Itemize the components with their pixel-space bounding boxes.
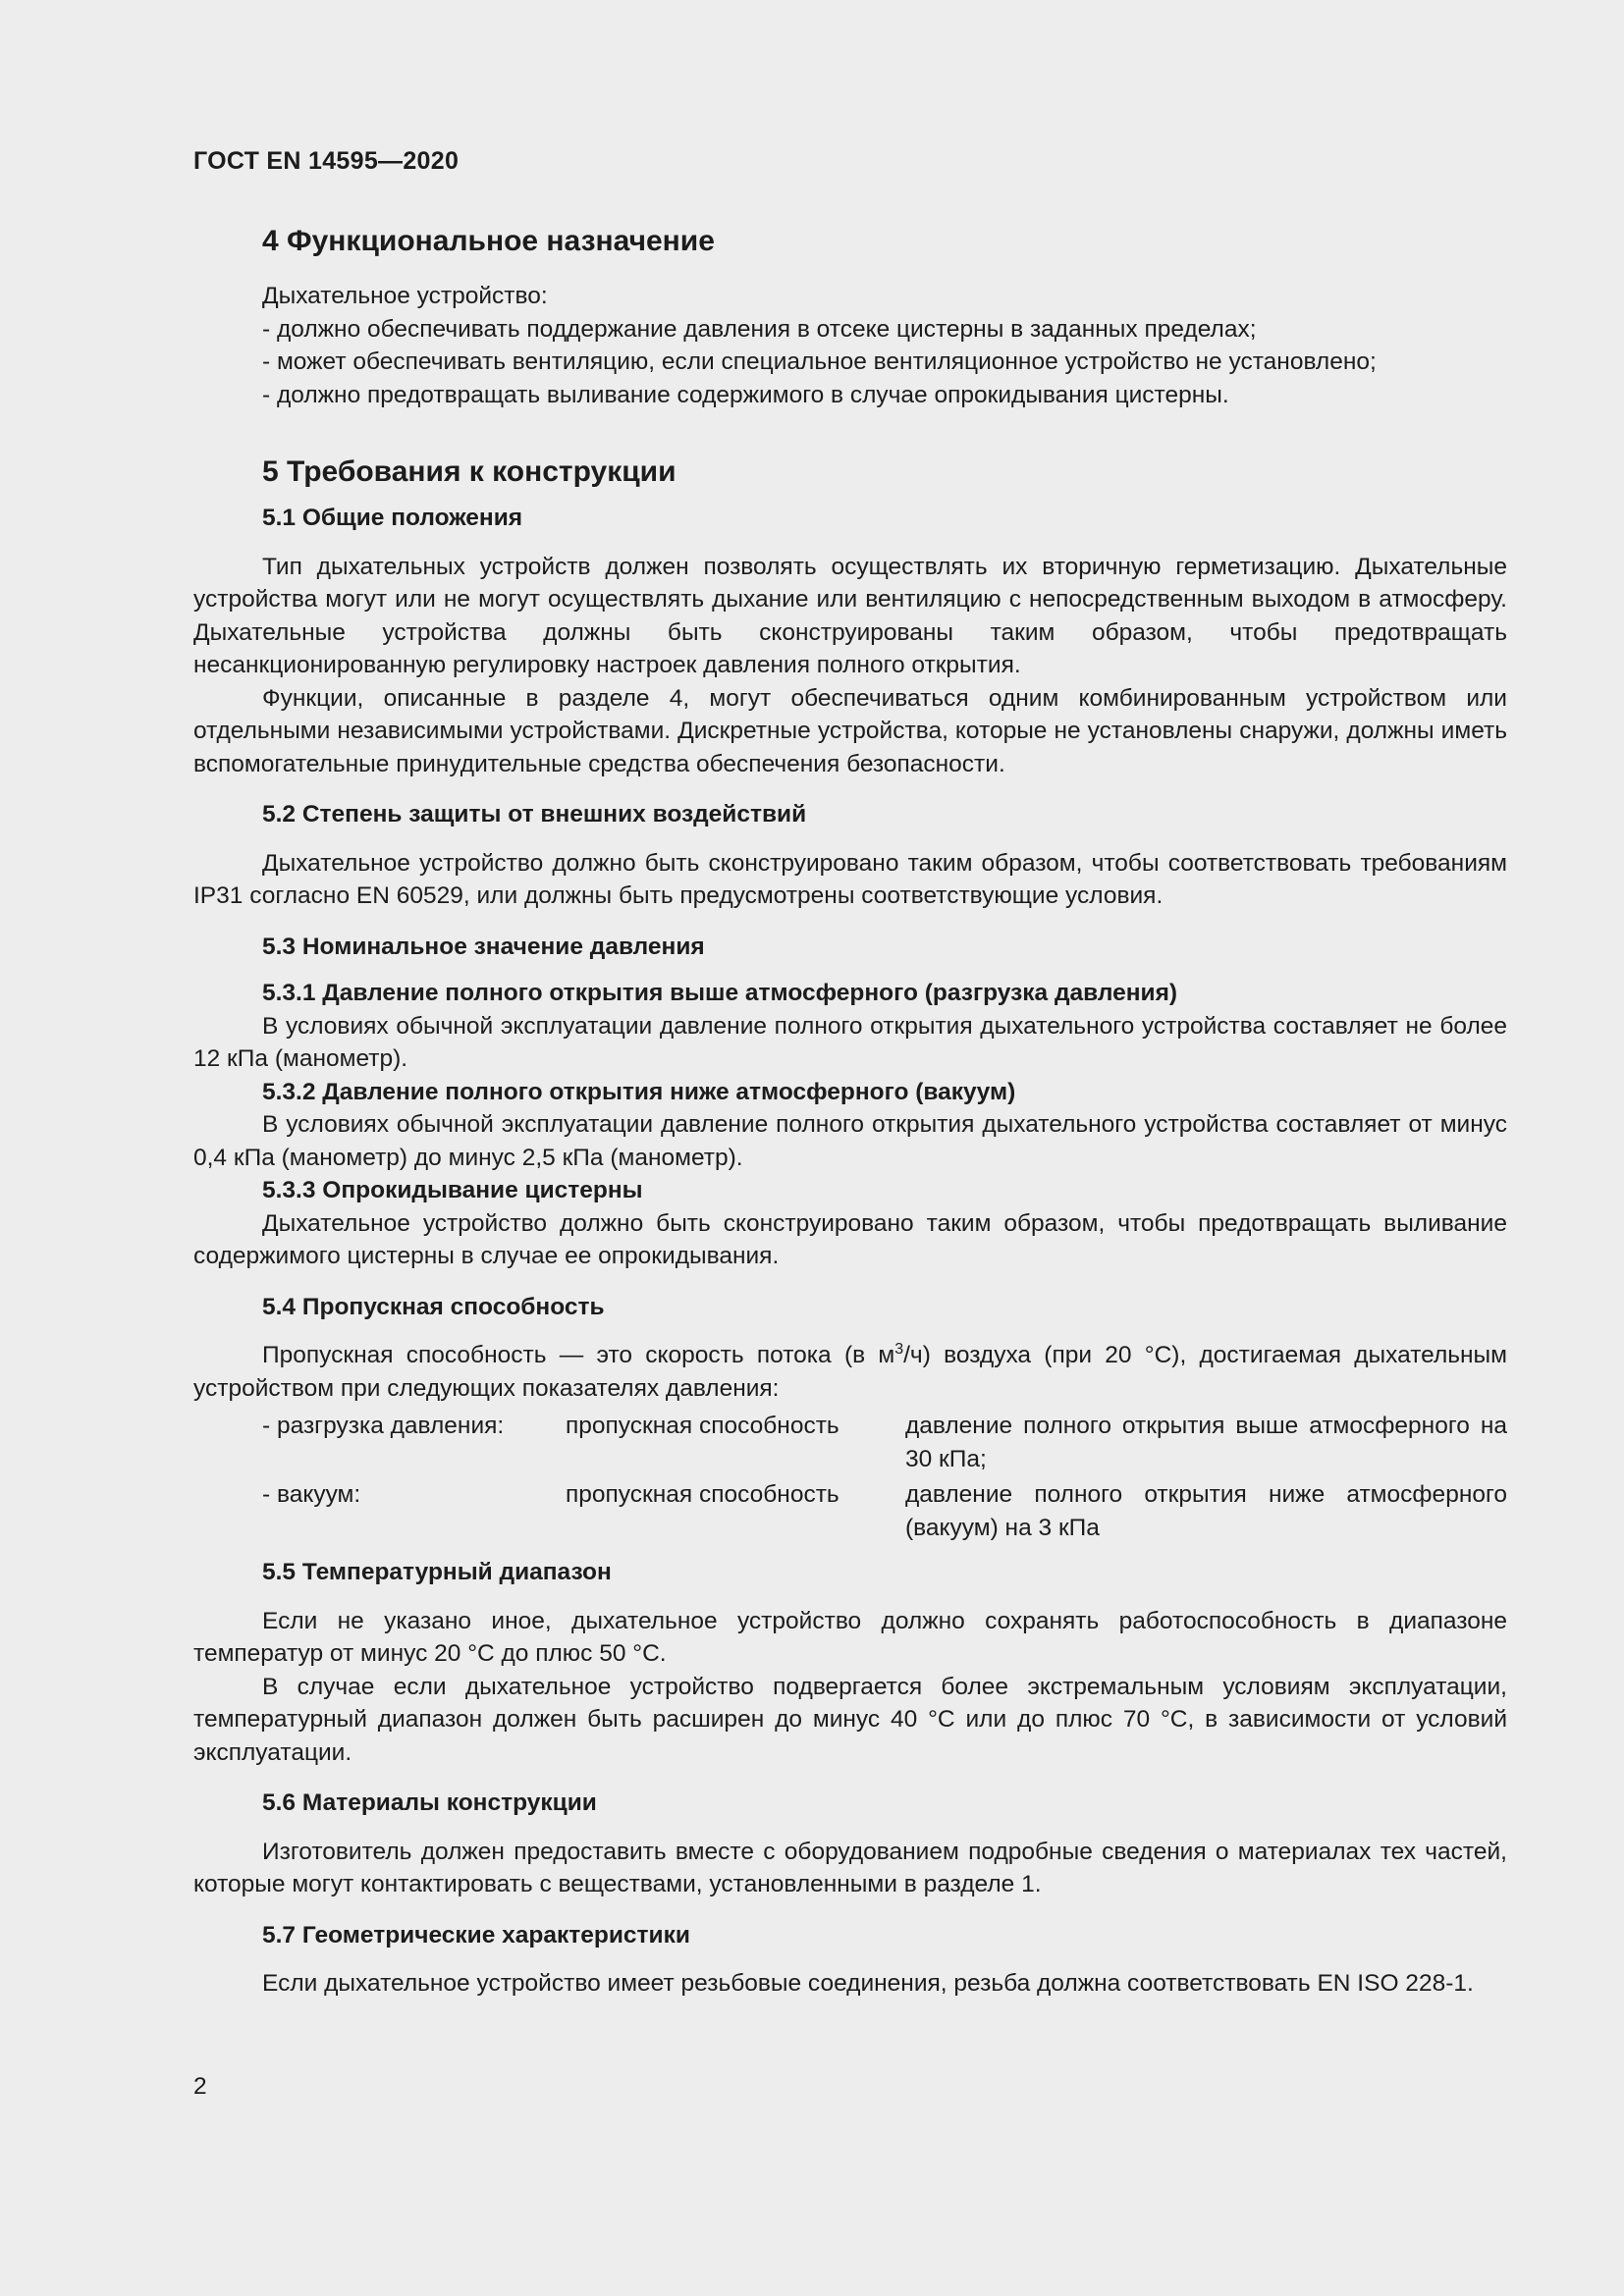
- paragraph: В условиях обычной эксплуатации давление полного открытия дыхательного устройства составляет от минус 0,4 кПа (манометр) до минус 2,5 кПа (манометр).: [193, 1111, 1507, 1171]
- table-cell-param: пропускная способность: [566, 1481, 839, 1508]
- page-number: 2: [193, 2073, 207, 2100]
- table-row: [262, 1478, 1507, 1544]
- list-item: - может обеспечивать вентиляцию, если специальное вентиляционное устройство не установлено;: [262, 348, 1377, 375]
- table-cell-mode: - вакуум:: [262, 1481, 361, 1508]
- paragraph: Дыхательное устройство должно быть сконструировано таким образом, чтобы предотвращать выливание содержимого цистерны в случае ее опрокидывания.: [193, 1209, 1507, 1269]
- paragraph: Функции, описанные в разделе 4, могут обеспечиваться одним комбинированным устройством или отдельными независимыми устройствами. Дискретные устройства, которые не установлены снаружи, должны иметь вспомогательные принудительные средства обеспечения безопасности.: [193, 684, 1507, 777]
- paragraph: В условиях обычной эксплуатации давление полного открытия дыхательного устройства составляет не более 12 кПа (манометр).: [193, 1012, 1507, 1072]
- section-5-6-heading: 5.6 Материалы конструкции: [262, 1789, 597, 1816]
- paragraph: Изготовитель должен предоставить вместе с оборудованием подробные сведения о материалах тех частей, которые могут контактировать с веществами, установленными в разделе 1.: [193, 1838, 1507, 1897]
- section-5-1-heading: 5.1 Общие положения: [262, 505, 523, 531]
- section-5-3-3-heading: 5.3.3 Опрокидывание цистерны: [262, 1177, 643, 1203]
- table-row: [262, 1410, 1507, 1475]
- document-id-header: ГОСТ EN 14595—2020: [193, 147, 460, 175]
- list-item: - должно предотвращать выливание содержимого в случае опрокидывания цистерны.: [262, 381, 1229, 408]
- paragraph: Если дыхательное устройство имеет резьбовые соединения, резьба должна соответствовать EN ISO 228-1.: [262, 1970, 1474, 1997]
- section-5-heading: 5 Требования к конструкции: [262, 455, 677, 488]
- table-cell-mode: - разгрузка давления:: [262, 1413, 505, 1439]
- paragraph: Дыхательное устройство должно быть сконструировано таким образом, чтобы соответствовать требованиям IP31 согласно EN 60529, или должны быть предусмотрены соответствующие условия.: [193, 849, 1507, 909]
- section-5-7-heading: 5.7 Геометрические характеристики: [262, 1921, 690, 1949]
- section-5-4-heading: 5.4 Пропускная способность: [262, 1293, 605, 1320]
- text-run: Пропускная способность — это скорость потока (в м: [262, 1342, 895, 1368]
- text-run: /ч) воздуха (при 20 °С), достигаемая дыхательным устройством при следующих показателях давления:: [193, 1342, 1507, 1402]
- section-5-3-1-heading: 5.3.1 Давление полного открытия выше атмосферного (разгрузка давления): [262, 980, 1178, 1006]
- paragraph: Тип дыхательных устройств должен позволять осуществлять их вторичную герметизацию. Дыхательные устройства могут или не могут осуществлять дыхание или вентиляцию с непосредственным выходом в атмосферу. Дыхательные устройства должны быть сконструированы таким образом, чтобы предотвращать несанкционированную регулировку настроек давления полного открытия.: [193, 553, 1507, 678]
- table-cell-param: пропускная способность: [566, 1413, 839, 1439]
- section-5-3-heading: 5.3 Номинальное значение давления: [262, 933, 705, 960]
- document-body: [193, 222, 1507, 2001]
- superscript: 3: [894, 1341, 904, 1358]
- list-item: - должно обеспечивать поддержание давления в отсеке цистерны в заданных пределах;: [262, 315, 1257, 343]
- section-5-2-heading: 5.2 Степень защиты от внешних воздействий: [262, 801, 807, 828]
- section-5-3-2-heading: 5.3.2 Давление полного открытия ниже атмосферного (вакуум): [262, 1078, 1016, 1105]
- capacity-table: [262, 1410, 1507, 1544]
- paragraph: Если не указано иное, дыхательное устройство должно сохранять работоспособность в диапазоне температур от минус 20 °С до плюс 50 °С.: [193, 1607, 1507, 1667]
- section-4-heading: 4 Функциональное назначение: [262, 225, 715, 257]
- table-cell-condition: давление полного открытия выше атмосферного на 30 кПа;: [905, 1413, 1507, 1472]
- table-cell-condition: давление полного открытия ниже атмосферного (вакуум) на 3 кПа: [905, 1481, 1507, 1541]
- section-5-5-heading: 5.5 Температурный диапазон: [262, 1559, 612, 1585]
- paragraph: [193, 1339, 1507, 1405]
- paragraph: В случае если дыхательное устройство подвергается более экстремальным условиям эксплуатации, температурный диапазон должен быть расширен до минус 40 °С или до плюс 70 °С, в зависимости от условий эксплуатации.: [193, 1673, 1507, 1766]
- section-4-intro: Дыхательное устройство:: [262, 283, 548, 309]
